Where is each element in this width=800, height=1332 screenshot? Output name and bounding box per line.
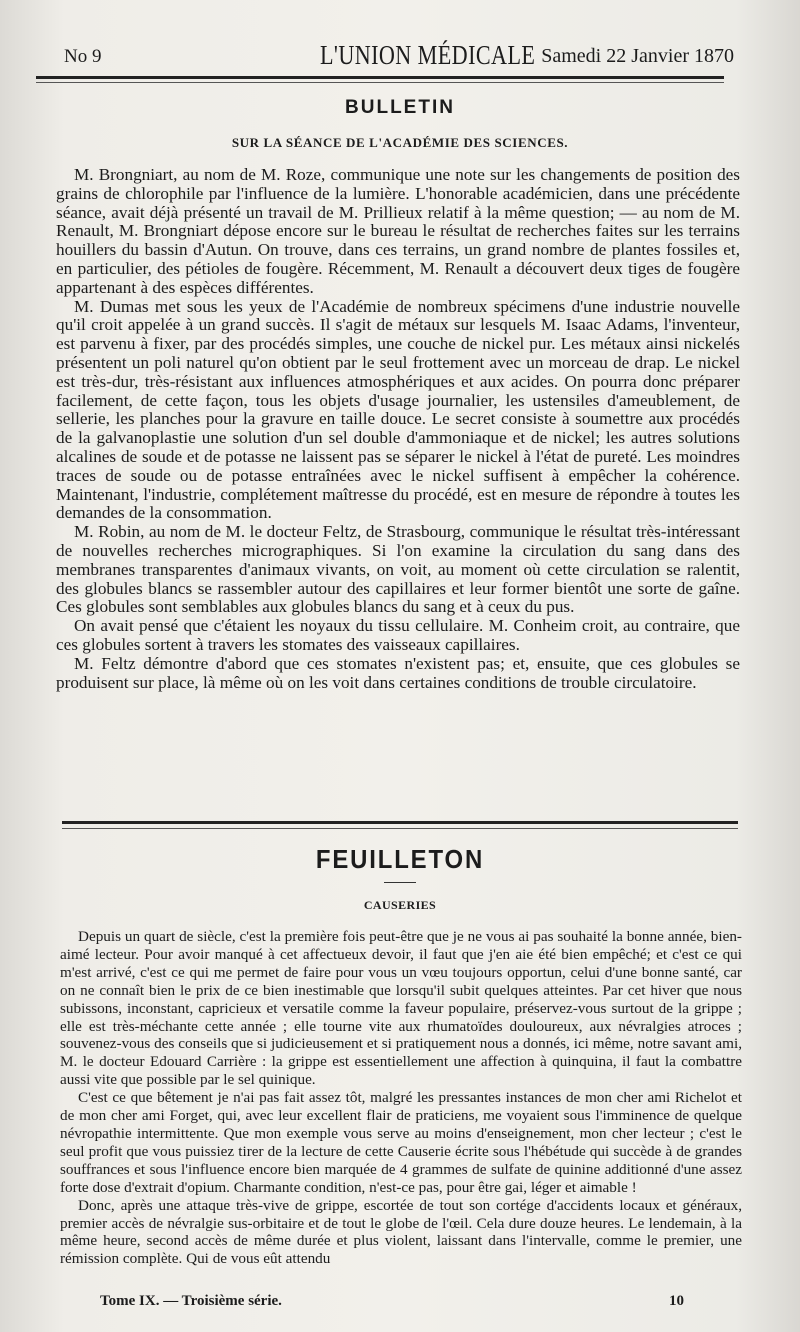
feuilleton-rule <box>384 882 416 883</box>
feuilleton-paragraph: C'est ce que bêtement je n'ai pas fait assez tôt, malgré les pressantes instances de mon cher ami Richelot et de mon cher ami Forget, qui, avec leur excellent flair de praticiens, me voyaient sous l'imminence de quelque névropathie intermittente. Que mon exemple vous serve au moins d'enseignement, mon cher lecteur ; c'est le seul profit que vous puissiez tirer de la lecture de cette Causerie écrite sous l'hébétude qui succède à de grandes souffrances et sous l'influence encore bien marquée de 4 grammes de sulfate de quinine additionné d'une assez forte dose d'extrait d'opium. Charmante condition, n'est-ce pas, pour être gai, léger et aimable ! <box>60 1089 742 1196</box>
section-divider <box>62 821 738 824</box>
feuilleton-title: FEUILLETON <box>315 844 485 874</box>
header-rule-thin <box>36 82 724 83</box>
feuilleton-body <box>60 928 742 1268</box>
page-header <box>40 36 738 76</box>
bulletin-body <box>56 166 740 692</box>
feuilleton-paragraph: Depuis un quart de siècle, c'est la première fois peut-être que je ne vous ai pas souhaité la bonne année, bien-aimé lecteur. Pour avoir manqué à cet affectueux devoir, il faut que j'en aie été bien empêché; et c'est ce qui m'est arrivé, c'est ce qui me permet de faire pour vous un vœu toujours opportun, celui d'une bonne santé, car on ne connaît bien le prix de ce bien inestimable que lorsqu'il subit quelques atteintes. Par cet hiver que nous subissons, inconstant, capricieux et versatile comme la faveur populaire, préservez-vous surtout de la grippe ; elle est très-méchante cette année ; elle tourne vite aux rhumatoïdes douloureux, aux névralgies atroces ; souvenez-vous des conseils que si judicieusement et si pratiquement nous a donnés, ici même, notre savant ami, M. le docteur Edouard Carrière : la grippe est essentiellement une affection à quinquina, il faut la combattre aussi vite que possible par le sel quinique. <box>60 928 742 1089</box>
issue-date: Samedi 22 Janvier 1870 <box>541 45 734 67</box>
journal-title: L'UNION MÉDICALE <box>320 40 536 70</box>
bulletin-paragraph: M. Robin, au nom de M. le docteur Feltz, de Strasbourg, communique le résultat très-intéressant de nouvelles recherches micrographiques. Si l'on examine la circulation du sang dans des membranes transparentes d'animaux vivants, on voit, au moment où cette circulation se ralentit, des globules blancs se rassembler autour des capillaires et leur former bientôt une sorte de gaîne. Ces globules sont semblables aux globules blancs du sang et à ceux du pus. <box>56 522 740 617</box>
issue-number: No 9 <box>64 46 102 67</box>
bulletin-paragraph: On avait pensé que c'étaient les noyaux du tissu cellulaire. M. Conheim croit, au contraire, que ces globules sortent à travers les stomates des vaisseaux capillaires. <box>56 616 740 654</box>
page-number: 10 <box>669 1293 684 1309</box>
feuilleton-paragraph: Donc, après une attaque très-vive de grippe, escortée de tout son cortége d'accidents locaux et généraux, premier accès de névralgie sus-orbitaire et de tout le globe de l'œil. Cela dure douze heures. Le lendemain, à la même heure, second accès de même durée et plus violent, laissant dans l'intervalle, comme le premier, une rémission complète. Qui de vous eût attendu <box>60 1196 742 1268</box>
volume-info: Tome IX. — Troisième série. <box>100 1293 282 1309</box>
bulletin-paragraph: M. Brongniart, au nom de M. Roze, communique une note sur les changements de position des grains de chlorophile par l'influence de la lumière. L'honorable académicien, dans une précédente séance, avait déjà présenté un travail de M. Prillieux relatif à la même question; — au nom de M. Renault, M. Brongniart dépose encore sur le bureau le résultat de recherches faites sur les terrains houillers du bassin d'Autun. On trouve, dans ces terrains, un grand nombre de plantes fossiles et, en particulier, des pétioles de fougère. Récemment, M. Renault a découvert deux tiges de fougère appartenant à des espèces différentes. <box>56 165 740 297</box>
page-footer <box>100 1293 684 1313</box>
section-divider-thin <box>62 828 738 829</box>
bulletin-paragraph: M. Feltz démontre d'abord que ces stomates n'existent pas; et, ensuite, que ces globules se produisent sur place, là même où on les voit dans certaines conditions de trouble circulatoire. <box>56 653 740 692</box>
bulletin-subtitle: SUR LA SÉANCE DE L'ACADÉMIE DES SCIENCES. <box>231 135 569 150</box>
bulletin-title: BULLETIN <box>345 97 455 118</box>
feuilleton-subtitle: CAUSERIES <box>363 898 437 912</box>
bulletin-paragraph: M. Dumas met sous les yeux de l'Académie de nombreux spécimens d'une industrie nouvelle qu'il croit appelée à un grand succès. Il s'agit de métaux sur lesquels M. Isaac Adams, l'inventeur, est parvenu à fixer, par des procédés simples, une couche de nickel pur. Les métaux ainsi nickelés présentent un poli naturel qu'on obtient par le seul frottement avec un morceau de drap. Le nickel est très-dur, très-résistant aux influences atmosphériques et aux acides. On pourra donc préparer facilement, de cette façon, tous les objets d'usage journalier, les ustensiles d'ameublement, de sellerie, les planches pour la gravure en taille douce. Le secret consiste à soumettre aux procédés de la galvanoplastie une solution d'un sel double d'ammoniaque et de nickel; les autres solutions alcalines de soude et de potasse ne laissent pas se séparer le nickel à l'état de pureté. Les moindres traces de soude ou de potasse entraînées avec le nickel suffisent à empêcher la cohérence. Maintenant, l'industrie, complétement maîtresse du procédé, est en mesure de répondre à toutes les demandes de la consommation. <box>56 296 740 523</box>
header-rule <box>36 76 724 79</box>
